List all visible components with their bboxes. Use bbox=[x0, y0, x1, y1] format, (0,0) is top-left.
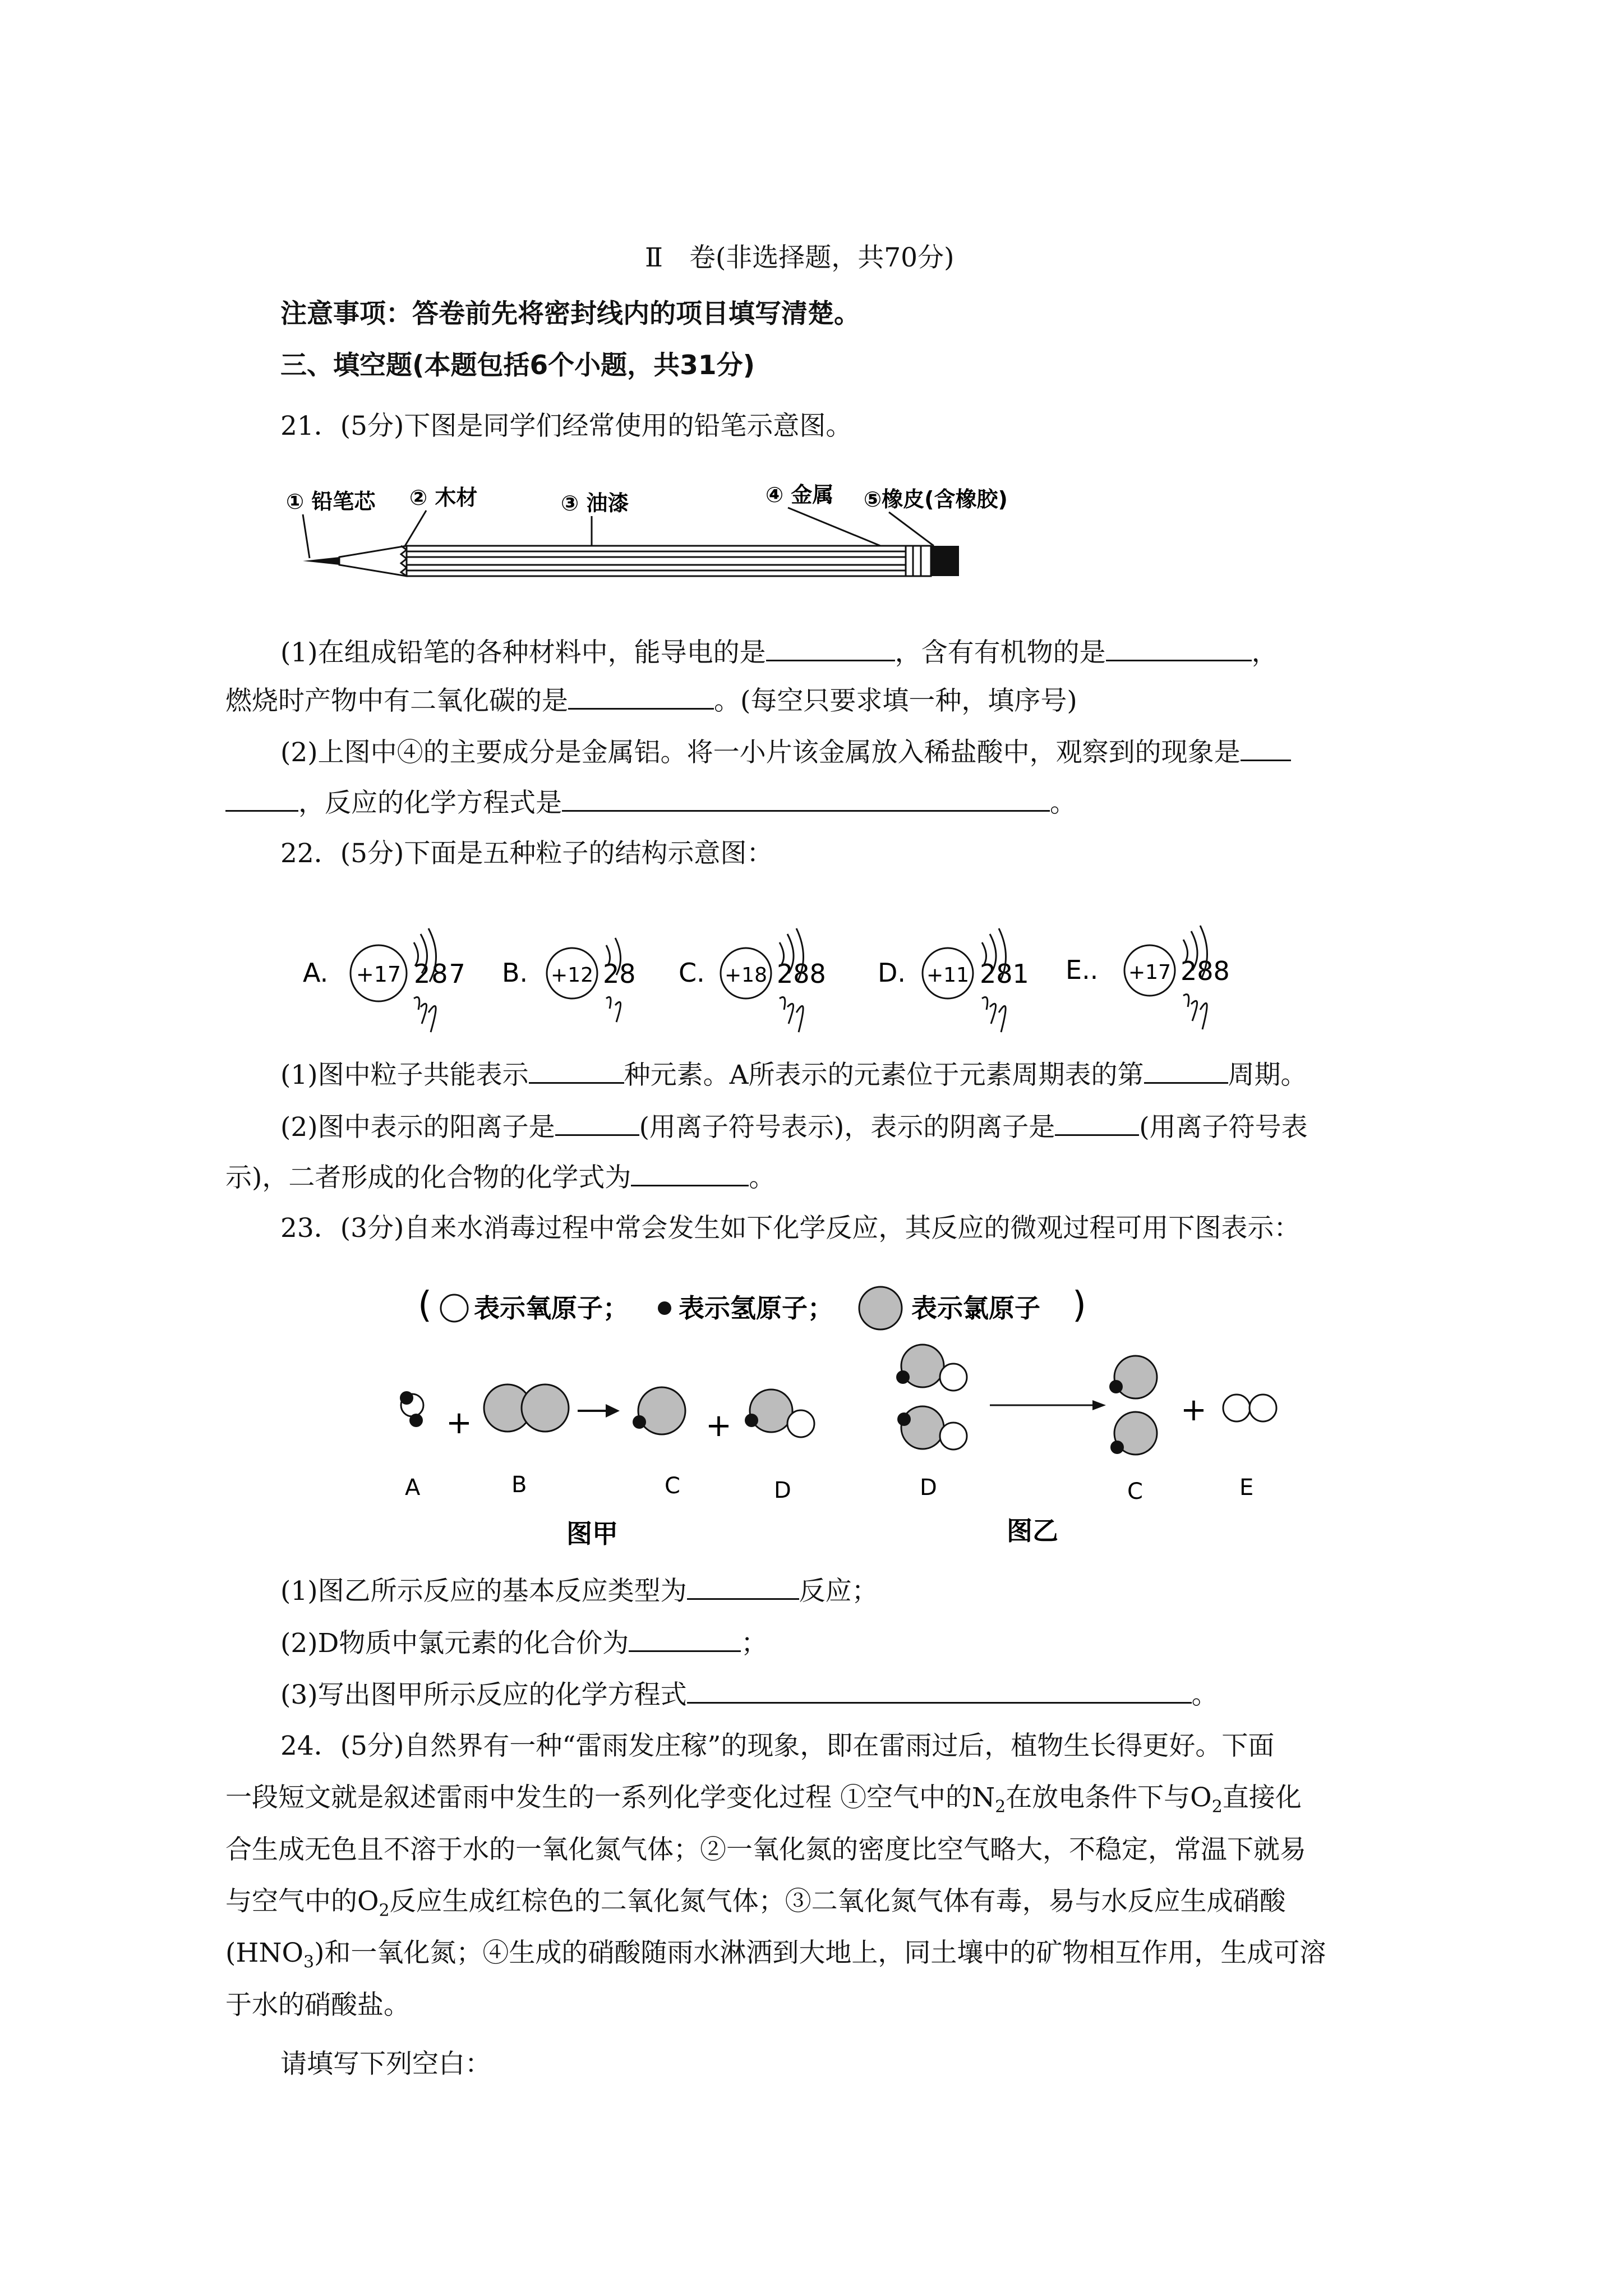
q24-line4: 与空气中的$O_2$反应生成红棕色的二氧化氮气体；③二氧化氮气体有毒，易与水反应生成硝酸 bbox=[225, 1886, 1286, 1921]
q21-line3: (2)上图中④的主要成分是金属铝。将一小片该金属放入稀盐酸中，观察到的现象是 bbox=[280, 735, 1291, 770]
q24-prompt: 请填写下列空白： bbox=[280, 2049, 491, 2079]
svg-text:C: C bbox=[1127, 1479, 1143, 1504]
plus-1: + bbox=[446, 1405, 472, 1441]
svg-text:288: 288 bbox=[777, 959, 826, 989]
q21-line2: 燃烧时产物中有二氧化碳的是 。(每空只要求填一种，填序号) bbox=[225, 683, 1077, 718]
q22-stem: 22．(5分)下面是五种粒子的结构示意图： bbox=[280, 838, 773, 869]
q24-line1: 24．(5分)自然界有一种“雷雨发庄稼”的现象，即在雷雨过后，植物生长得更好。下面 bbox=[280, 1731, 1275, 1761]
svg-text:B: B bbox=[511, 1472, 527, 1498]
q24-line2: 一段短文就是叙述雷雨中发生的一系列化学变化过程 ①空气中的$N_2$在放电条件下与$O_2$直接化 bbox=[225, 1782, 1302, 1817]
q21-line1: (1)在组成铅笔的各种材料中，能导电的是 ，含有有机物的是 ， bbox=[280, 635, 1278, 670]
chlorine-atom-icon bbox=[859, 1287, 902, 1329]
q24-line5: $(HNO_3)$和一氧化氮；④生成的硝酸随雨水淋洒到大地上，同土壤中的矿物相互作用，生成可溶 bbox=[225, 1938, 1326, 1972]
svg-text:B.: B. bbox=[502, 958, 528, 988]
legend-paren-close: ) bbox=[1072, 1285, 1086, 1326]
blank-phenomenon-cont[interactable] bbox=[225, 785, 298, 812]
blank-fig1-equation[interactable] bbox=[687, 1677, 1192, 1704]
legend-oxygen: 表示氧原子； bbox=[474, 1293, 629, 1323]
q23-line3: (3)写出图甲所示反应的化学方程式 。 bbox=[280, 1677, 1218, 1712]
label-metal: ④ 金属 bbox=[766, 482, 834, 507]
svg-text:C.: C. bbox=[679, 958, 705, 988]
blank-period[interactable] bbox=[1144, 1057, 1228, 1084]
fig1-caption: 图甲 bbox=[566, 1519, 618, 1549]
label-wood: ② 木材 bbox=[409, 485, 478, 510]
q22-line3: 示)，二者形成的化合物的化学式为 。 bbox=[225, 1160, 775, 1195]
svg-text:D: D bbox=[774, 1478, 791, 1503]
q23-stem: 23．(3分)自来水消毒过程中常会发生如下化学反应，其反应的微观过程可用下图表示： bbox=[280, 1213, 1301, 1244]
svg-text:287: 287 bbox=[414, 959, 467, 989]
blank-cation[interactable] bbox=[555, 1110, 639, 1136]
blank-element-count[interactable] bbox=[529, 1057, 624, 1084]
label-lead: ① 铅笔芯 bbox=[286, 489, 376, 514]
blank-anion[interactable] bbox=[1055, 1110, 1139, 1136]
section-heading: 三、填空题(本题包括6个小题，共31分) bbox=[280, 350, 755, 381]
svg-text:D.: D. bbox=[878, 958, 906, 988]
svg-text:D: D bbox=[920, 1475, 937, 1501]
svg-text:C: C bbox=[665, 1473, 680, 1499]
q24-line6: 于水的硝酸盐。 bbox=[225, 1990, 410, 2021]
q22-line2: (2)图中表示的阳离子是 (用离子符号表示)，表示的阴离子是 (用离子符号表 bbox=[280, 1110, 1308, 1144]
fig2-caption: 图乙 bbox=[1007, 1516, 1058, 1546]
q21-line4: ，反应的化学方程式是 。 bbox=[225, 785, 1076, 820]
svg-text:+18: +18 bbox=[725, 964, 767, 987]
svg-text:288: 288 bbox=[1181, 956, 1230, 986]
molecule-b bbox=[484, 1384, 569, 1432]
pencil-diagram bbox=[286, 480, 1043, 586]
particle-diagrams bbox=[303, 903, 1267, 1038]
molecule-d-pair bbox=[896, 1345, 967, 1450]
svg-text:E..: E.. bbox=[1066, 955, 1099, 985]
blank-organic[interactable] bbox=[1106, 635, 1252, 661]
molecule-c-pair bbox=[1109, 1356, 1157, 1455]
svg-text:+17: +17 bbox=[356, 962, 402, 987]
svg-text:A: A bbox=[405, 1475, 421, 1501]
svg-text:281: 281 bbox=[980, 959, 1029, 989]
svg-text:+12: +12 bbox=[551, 964, 593, 987]
legend-chlorine: 表示氯原子 bbox=[911, 1293, 1040, 1323]
blank-equation[interactable] bbox=[562, 785, 1050, 812]
blank-reaction-type[interactable] bbox=[687, 1573, 799, 1600]
blank-compound-formula[interactable] bbox=[631, 1160, 749, 1186]
legend-hydrogen: 表示氢原子； bbox=[679, 1293, 833, 1323]
blank-phenomenon[interactable] bbox=[1241, 735, 1291, 761]
q21-stem: 21．(5分)下图是同学们经常使用的铅笔示意图。 bbox=[280, 411, 852, 441]
hydrogen-atom-icon bbox=[658, 1301, 671, 1315]
svg-text:+11: +11 bbox=[926, 964, 969, 987]
molecule-e bbox=[1223, 1395, 1276, 1421]
svg-text:28: 28 bbox=[603, 959, 636, 989]
notice: 注意事项：答卷前先将密封线内的项目填写清楚。 bbox=[280, 298, 860, 329]
q23-line1: (1)图乙所示反应的基本反应类型为 反应； bbox=[280, 1573, 878, 1608]
particle-d bbox=[878, 928, 1029, 1032]
particle-c bbox=[679, 928, 826, 1032]
svg-text:E: E bbox=[1239, 1475, 1254, 1501]
blank-conductive[interactable] bbox=[766, 635, 895, 661]
q22-line1: (1)图中粒子共能表示 种元素。A所表示的元素位于元素周期表的第 周期。 bbox=[280, 1057, 1307, 1092]
plus-2: + bbox=[706, 1407, 732, 1444]
label-eraser: ⑤橡皮(含橡胶) bbox=[864, 487, 1008, 512]
particle-a bbox=[303, 928, 467, 1032]
molecule-a bbox=[400, 1391, 423, 1427]
svg-text:+17: +17 bbox=[1128, 961, 1171, 984]
molecule-c bbox=[633, 1387, 685, 1434]
molecule-diagram bbox=[381, 1273, 1307, 1559]
q23-line2: (2)D物质中氯元素的化合价为 ； bbox=[280, 1626, 767, 1660]
label-paint: ③ 油漆 bbox=[561, 491, 629, 516]
molecule-d bbox=[745, 1389, 814, 1437]
particle-b bbox=[502, 938, 636, 1022]
q24-line3: 合生成无色且不溶于水的一氧化氮气体；②一氧化氮的密度比空气略大，不稳定，常温下就易 bbox=[225, 1834, 1306, 1865]
plus-3: + bbox=[1181, 1392, 1207, 1428]
blank-co2[interactable] bbox=[568, 683, 714, 710]
svg-text:A.: A. bbox=[303, 958, 329, 988]
particle-e bbox=[1066, 926, 1230, 1029]
legend-paren-open: ( bbox=[418, 1285, 432, 1326]
section-title: Ⅱ 卷(非选择题，共70分) bbox=[645, 242, 955, 273]
oxygen-atom-icon bbox=[441, 1295, 468, 1322]
blank-valence[interactable] bbox=[629, 1626, 741, 1652]
